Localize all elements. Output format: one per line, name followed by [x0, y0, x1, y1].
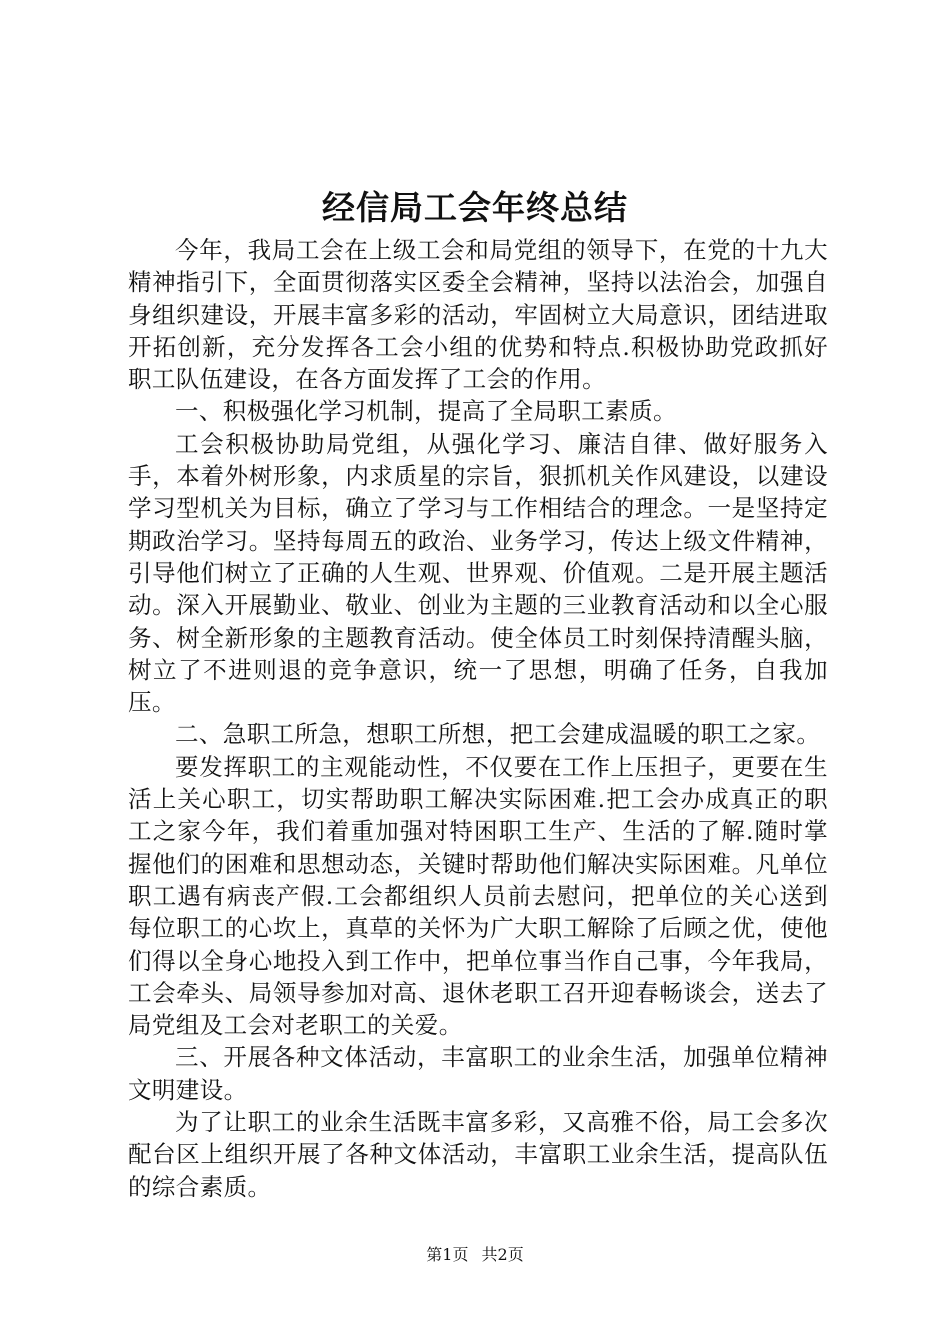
section-heading-1: 一、积极强化学习机制，提高了全局职工素质。 — [175, 397, 677, 426]
paragraph-section-2: 要发挥职工的主观能动性，不仅要在工作上压担子，更要在生活上关心职工，切实帮助职工解决实际困难.把工会办成真正的职工之家今年，我们着重加强对特困职工生产、生活的了解.随时掌握他们的困难和思想动态，关键时帮助他们解决实际困难。凡单位职工遇有病丧产假.工会都组织人员前去慰问，把单位的关心送到每位职工的心坎上，真草的关怀为广大职工解除了后顾之优，使他们得以全身心地投入到工作中，把单位事当作自己事，今年我局，工会牵头、局领导参加对高、退休老职工召开迎春畅谈会，送去了局党组及工会对老职工的关爱。 — [128, 752, 828, 1040]
section-heading-2: 二、急职工所急，想职工所想，把工会建成温暖的职工之家。 — [175, 720, 821, 749]
paragraph-section-1: 工会积极协助局党组，从强化学习、廉洁自律、做好服务入手，本着外树形象，内求质星的宗旨，狠抓机关作风建设，以建设学习型机关为目标，确立了学习与工作相结合的理念。一是坚持定期政治学习。坚持每周五的政治、业务学习，传达上级文件精神，引导他们树立了正确的人生观、世界观、价值观。二是开展主题活动。深入开展勤业、敬业、创业为主题的三业教育活动和以全心服务、树全新形象的主题教育活动。使全体员工时刻保持清醒头脑，树立了不进则退的竞争意识，统一了思想，明确了任务，自我加压。 — [128, 429, 828, 717]
document-body — [128, 234, 828, 1203]
paragraph-section-3: 为了让职工的业余生活既丰富多彩，又高雅不俗，局工会多次配台区上组织开展了各种文体活动，丰富职工业余生活，提高队伍的综合素质。 — [128, 1108, 828, 1201]
page-footer — [0, 1244, 950, 1266]
page-number: 第1页 — [426, 1245, 469, 1264]
section-heading-3: 三、开展各种文体活动，丰富职工的业余生活，加强单位精神文明建设。 — [128, 1043, 828, 1104]
page-total: 共2页 — [481, 1245, 524, 1264]
paragraph-intro: 今年，我局工会在上级工会和局党组的领导下，在党的十九大精神指引下，全面贯彻落实区委全会精神，坚持以法治会，加强自身组织建设，开展丰富多彩的活动，牢固树立大局意识，团结进取开拓创新，充分发挥各工会小组的优势和特点.积极协助党政抓好职工队伍建设，在各方面发挥了工会的作用。 — [128, 236, 828, 394]
document-title: 经信局工会年终总结 — [322, 188, 628, 227]
